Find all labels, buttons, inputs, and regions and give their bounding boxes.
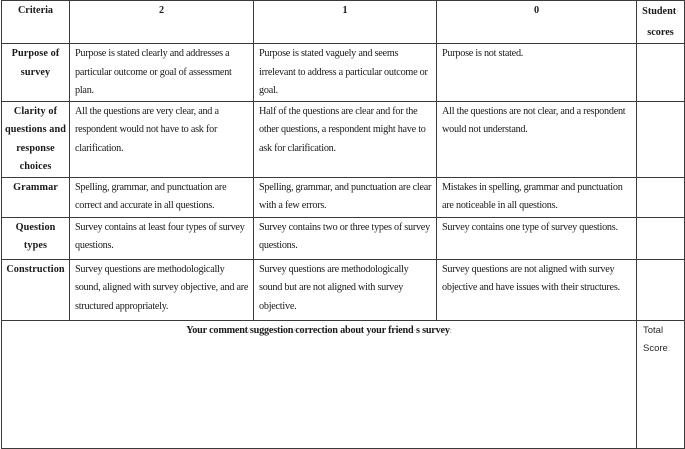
comment-label-part4: s survey xyxy=(415,324,450,336)
comment-label-part2: suggestion xyxy=(249,324,294,336)
header-criteria: Criteria xyxy=(2,1,70,44)
header-level-0: 0 xyxy=(437,1,637,44)
header-student-scores xyxy=(637,1,685,44)
level-0-cell: Survey questions are not aligned with survey objective and have issues with their structures. xyxy=(437,259,637,320)
comment-cell[interactable] xyxy=(2,320,637,448)
level-2-cell: Purpose is stated clearly and addresses a particular outcome or goal of assessment plan. xyxy=(70,44,254,102)
level-0-cell: Survey contains one type of survey questions. xyxy=(437,217,637,259)
criteria-cell: Question types xyxy=(2,217,70,259)
table-row xyxy=(2,44,685,102)
table-row xyxy=(2,177,685,217)
header-row xyxy=(2,1,685,44)
level-1-cell: Survey contains two or three types of survey questions. xyxy=(254,217,437,259)
level-0-cell: Purpose is not stated. xyxy=(437,44,637,102)
level-2-cell: Spelling, grammar, and punctuation are correct and accurate in all questions. xyxy=(70,177,254,217)
format-mark: / xyxy=(293,325,296,335)
level-1-cell: Purpose is stated vaguely and seems irrelevant to address a particular outcome or goal. xyxy=(254,44,437,102)
level-2-cell: Survey questions are methodologically sound, aligned with survey objective, and are structured appropriately. xyxy=(70,259,254,320)
criteria-cell: Grammar xyxy=(2,177,70,217)
criteria-cell: Construction xyxy=(2,259,70,320)
student-score-cell[interactable] xyxy=(637,101,685,177)
format-mark: / xyxy=(247,325,250,335)
format-mark: · xyxy=(413,325,416,335)
criteria-cell: Clarity of questions and response choices xyxy=(2,101,70,177)
format-mark: : xyxy=(667,343,671,353)
header-level-2: 2 xyxy=(70,1,254,44)
table-row xyxy=(2,217,685,259)
total-label-line1: Total xyxy=(643,324,664,336)
level-2-cell: Survey contains at least four types of survey questions. xyxy=(70,217,254,259)
criteria-cell: Purpose of survey xyxy=(2,44,70,102)
level-1-cell: Half of the questions are clear and for the other questions, a respondent might have to ask for clarification. xyxy=(254,101,437,177)
table-row xyxy=(2,101,685,177)
footer-row xyxy=(2,320,685,448)
table-row xyxy=(2,259,685,320)
header-student-scores-line1: Student xyxy=(642,6,677,17)
total-label-line2: Score xyxy=(643,342,668,354)
format-mark: : xyxy=(449,325,452,335)
level-0-cell: All the questions are not clear, and a respondent would not understand. xyxy=(437,101,637,177)
level-2-cell: All the questions are very clear, and a respondent would not have to ask for clarification. xyxy=(70,101,254,177)
total-score-cell[interactable] xyxy=(637,320,685,448)
student-score-cell[interactable] xyxy=(637,44,685,102)
level-0-cell: Mistakes in spelling, grammar and punctuation are noticeable in all questions. xyxy=(437,177,637,217)
level-1-cell: Spelling, grammar, and punctuation are clear with a few errors. xyxy=(254,177,437,217)
survey-rubric-table xyxy=(1,0,685,449)
student-score-cell[interactable] xyxy=(637,259,685,320)
header-student-scores-line2: scores xyxy=(647,27,674,38)
format-mark: · xyxy=(676,7,679,16)
header-level-1: 1 xyxy=(254,1,437,44)
level-1-cell: Survey questions are methodologically sound but are not aligned with survey objective. xyxy=(254,259,437,320)
student-score-cell[interactable] xyxy=(637,217,685,259)
student-score-cell[interactable] xyxy=(637,177,685,217)
comment-label-part3: correction about your friend xyxy=(295,324,414,336)
comment-label-part1: Your comment xyxy=(186,324,248,336)
